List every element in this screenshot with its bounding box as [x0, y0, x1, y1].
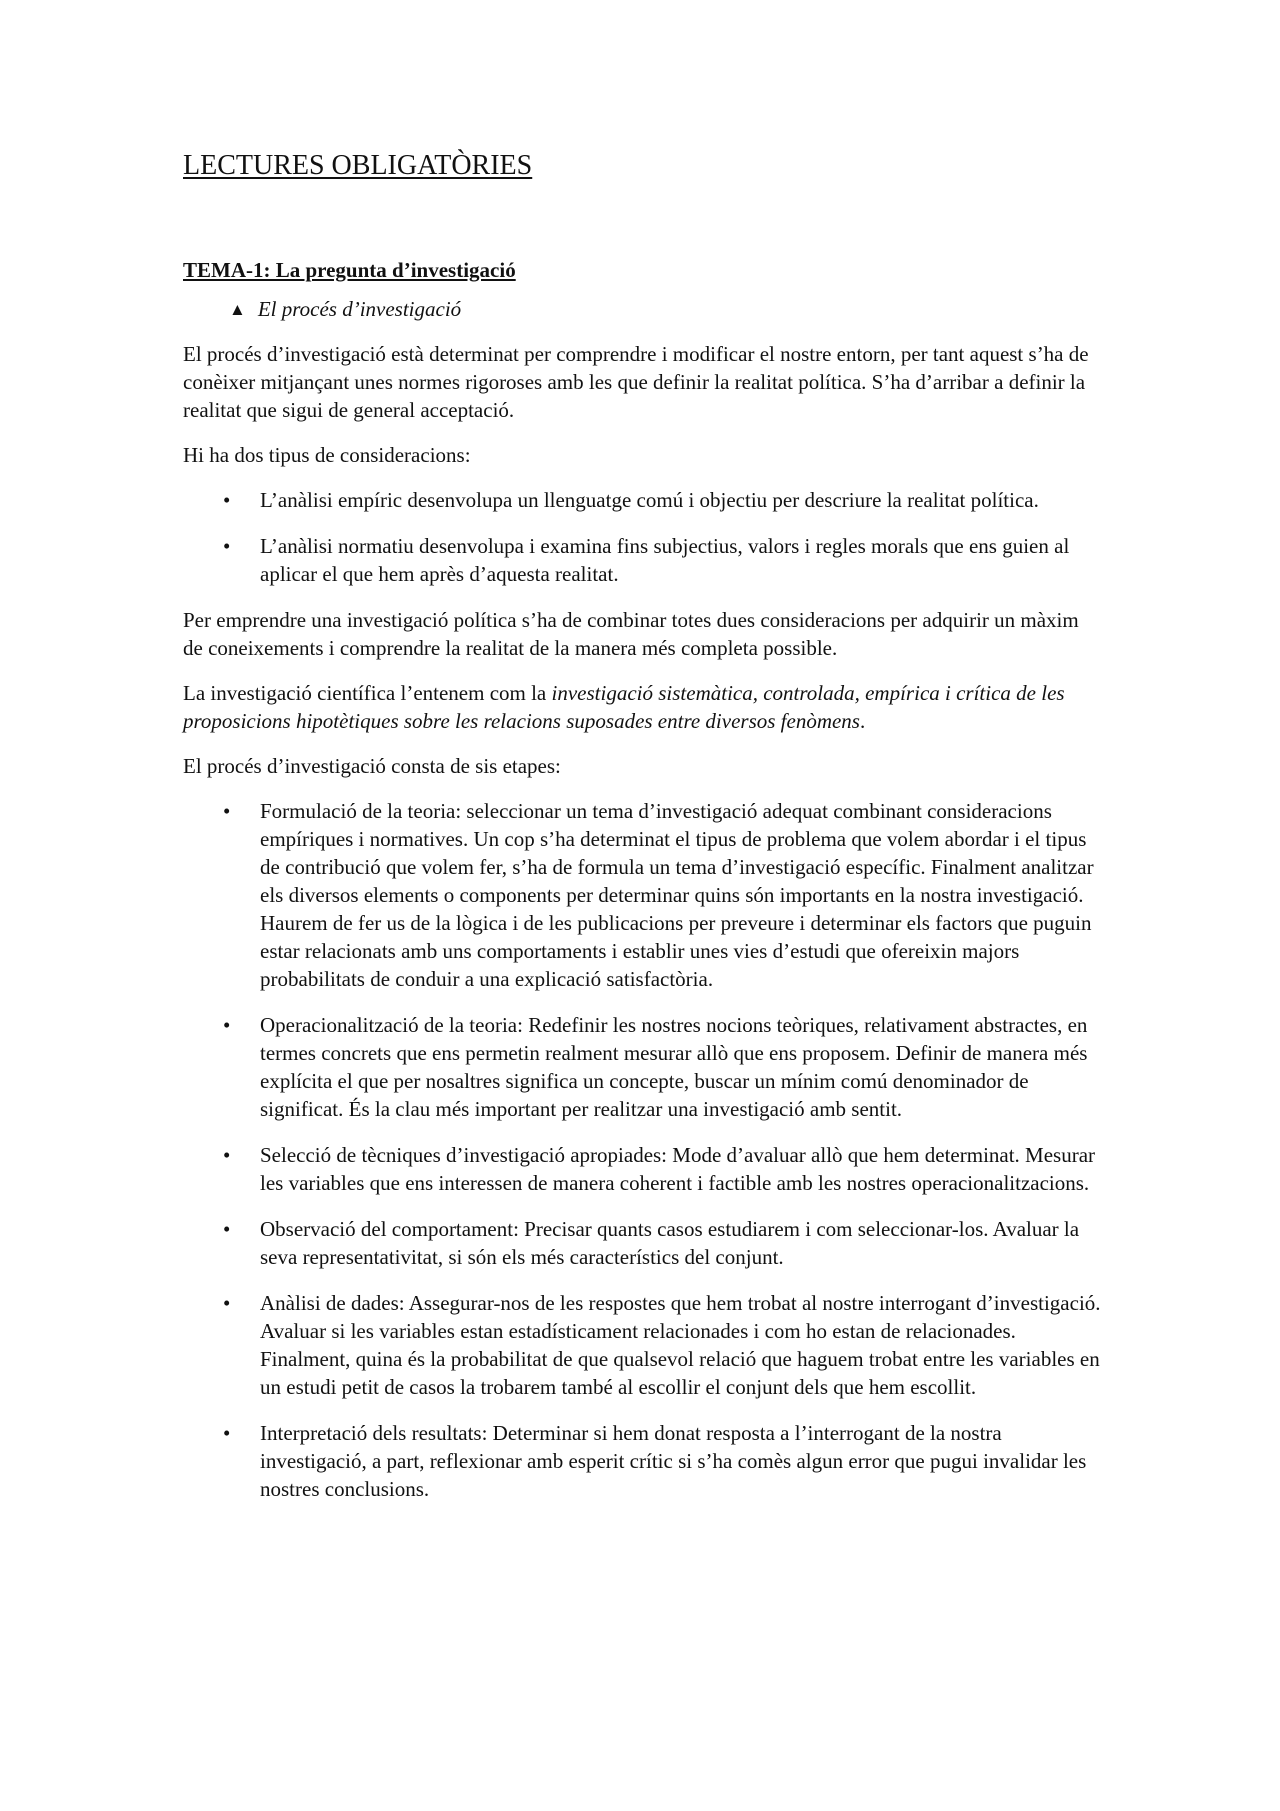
bullet-icon: •	[223, 1013, 231, 1037]
list-item-text: Anàlisi de dades: Assegurar-nos de les respostes que hem trobat al nostre interrogant d’investigació. Avaluar si les variables estan estadísticament relacionades i com ho estan de relacionades. Finalment, quina és la probabilitat de que qualsevol relació que haguem trobat entre les variables en un estudi petit de casos la trobarem també al escollir el conjunt dels que hem escollit.	[260, 1291, 1101, 1399]
document-title: LECTURES OBLIGATÒRIES	[183, 150, 533, 181]
list-item	[183, 797, 1103, 993]
bullet-icon: •	[223, 1217, 231, 1241]
paragraph-considerations-lead: Hi ha dos tipus de consideracions:	[183, 443, 471, 467]
definition-lead: La investigació científica l’entenem com la	[183, 681, 552, 705]
bullet-icon: •	[223, 1421, 231, 1445]
list-item-text: L’anàlisi normatiu desenvolupa i examina fins subjectius, valors i regles morals que ens guien al aplicar el que hem après d’aquesta realitat.	[260, 534, 1070, 586]
bullet-icon: •	[223, 1143, 231, 1167]
considerations-list	[183, 486, 1103, 588]
section-heading: TEMA-1: La pregunta d’investigació	[183, 258, 516, 282]
list-item	[183, 1289, 1103, 1401]
subheading	[229, 297, 1103, 322]
paragraph-definition	[183, 679, 1103, 735]
bullet-icon: •	[223, 488, 231, 512]
paragraph-combine: Per emprendre una investigació política s’ha de combinar totes dues consideracions per adquirir un màxim de coneixements i comprendre la realitat de la manera més completa possible.	[183, 608, 1079, 660]
list-item-text: Formulació de la teoria: seleccionar un tema d’investigació adequat combinant consideracions empíriques i normatives. Un cop s’ha determinat el tipus de problema que volem abordar i el tipus de contribució que volem fer, s’ha de formula un tema d’investigació específic. Finalment analitzar els diversos elements o components per determinar quins són importants en la nostra investigació. Haurem de fer us de la lògica i de les publicacions per preveure i determinar els factors que puguin estar relacionats amb uns comportaments i establir unes vies d’estudi que ofereixin majors probabilitats de conduir a una explicació satisfactòria.	[260, 799, 1094, 991]
paragraph-stages-lead: El procés d’investigació consta de sis etapes:	[183, 754, 561, 778]
list-item-text: Observació del comportament: Precisar quants casos estudiarem i com seleccionar-los. Avaluar la seva representativitat, si són els més característics del conjunt.	[260, 1217, 1080, 1269]
list-item	[183, 1215, 1103, 1271]
list-item	[183, 1141, 1103, 1197]
stages-list	[183, 797, 1103, 1503]
bullet-icon: •	[223, 1291, 231, 1315]
list-item	[183, 1419, 1103, 1503]
bullet-icon: •	[223, 534, 231, 558]
list-item	[183, 1011, 1103, 1123]
list-item	[183, 486, 1103, 514]
definition-italic: investigació sistemàtica, controlada, empírica i crítica de les proposicions hipotètiques sobre les relacions suposades entre diversos fenòmens	[183, 681, 1065, 733]
list-item	[183, 532, 1103, 588]
bullet-icon: •	[223, 799, 231, 823]
document-page	[183, 150, 1103, 1521]
triangle-bullet-icon: ▲	[229, 299, 246, 319]
list-item-text: L’anàlisi empíric desenvolupa un llenguatge comú i objectiu per descriure la realitat política.	[260, 488, 1039, 512]
list-item-text: Selecció de tècniques d’investigació apropiades: Mode d’avaluar allò que hem determinat. Mesurar les variables que ens interessen de manera coherent i factible amb les nostres operacionalitzacions.	[260, 1143, 1096, 1195]
definition-end: .	[859, 709, 866, 733]
list-item-text: Interpretació dels resultats: Determinar si hem donat resposta a l’interrogant de la nostra investigació, a part, reflexionar amb esperit crític si s’ha comès algun error que pugui invalidar les nostres conclusions.	[260, 1421, 1087, 1501]
paragraph-intro: El procés d’investigació està determinat per comprendre i modificar el nostre entorn, per tant aquest s’ha de conèixer mitjançant unes normes rigoroses amb les que definir la realitat política. S’ha d’arribar a definir la realitat que sigui de general acceptació.	[183, 342, 1089, 422]
list-item-text: Operacionalització de la teoria: Redefinir les nostres nocions teòriques, relativament abstractes, en termes concrets que ens permetin realment mesurar allò que ens proposem. Definir de manera més explícita el que per nosaltres significa un concepte, buscar un mínim comú denominador de significat. És la clau més important per realitzar una investigació amb sentit.	[260, 1013, 1088, 1121]
subheading-text: El procés d’investigació	[257, 297, 462, 321]
